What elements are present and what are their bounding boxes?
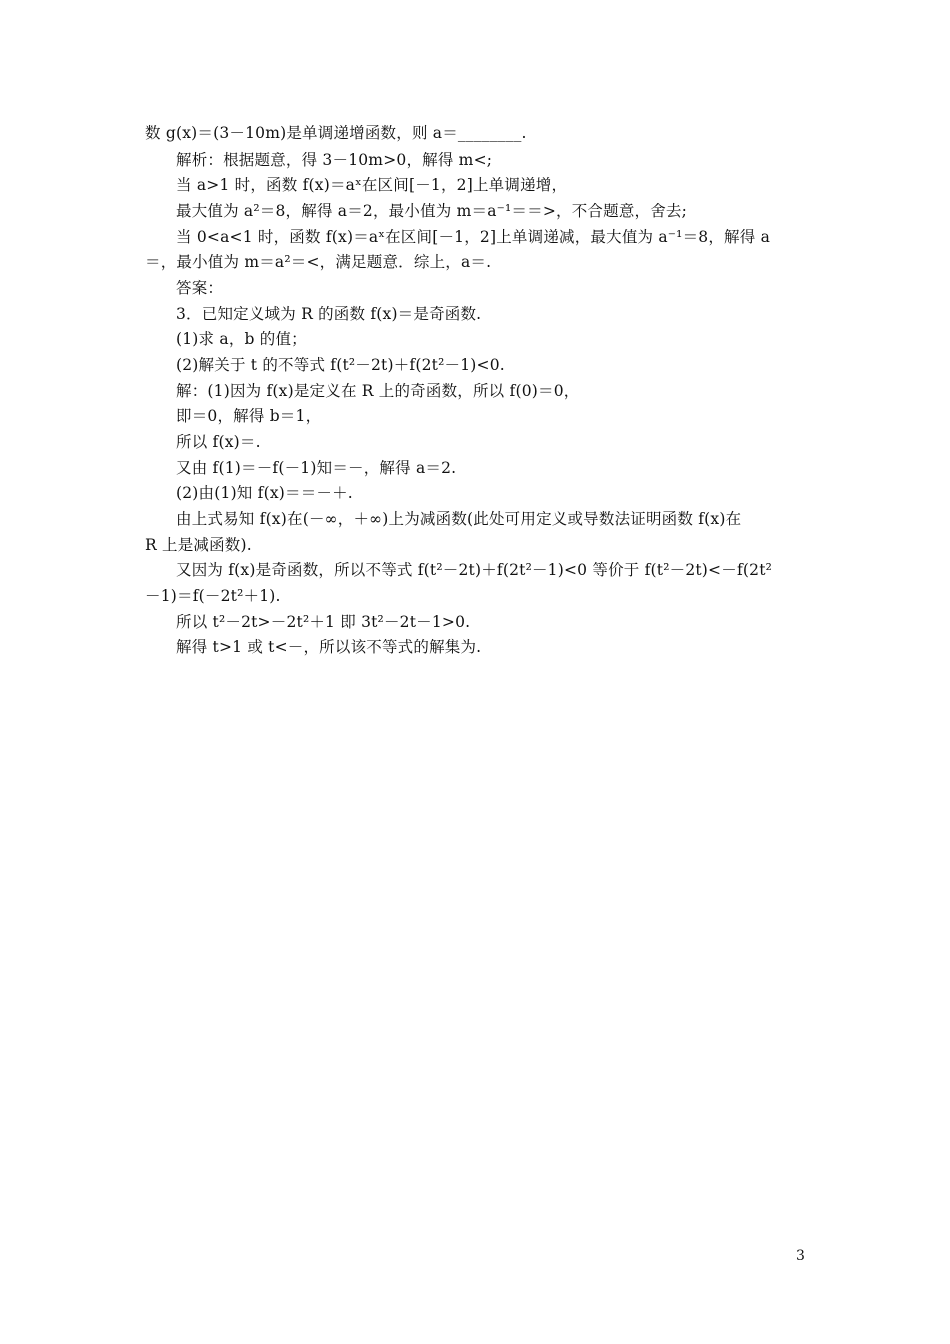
text-line: －1)＝f(－2t²＋1).: [145, 587, 281, 605]
text-line: 解析：根据题意，得 3－10m>0，解得 m<;: [176, 151, 493, 169]
text-line: 所以 f(x)＝.: [176, 433, 261, 451]
text-line: 所以 t²－2t>－2t²＋1 即 3t²－2t－1>0.: [176, 613, 471, 631]
text-line: 由上式易知 f(x)在(－∞，＋∞)上为减函数(此处可用定义或导数法证明函数 f(x)在: [176, 510, 742, 528]
text-line: R 上是减函数).: [145, 536, 252, 554]
text-line: 最大值为 a²＝8，解得 a＝2，最小值为 m＝a⁻¹＝＝>，不合题意，舍去;: [176, 202, 688, 220]
text-line: 解得 t>1 或 t<－，所以该不等式的解集为.: [176, 638, 482, 656]
text-line: 3．已知定义域为 R 的函数 f(x)＝是奇函数.: [176, 305, 482, 323]
text-line: 又因为 f(x)是奇函数，所以不等式 f(t²－2t)＋f(2t²－1)<0 等价于 f(t²－2t)<－f(2t²: [176, 561, 773, 579]
text-line: 又由 f(1)＝－f(－1)知＝－，解得 a＝2.: [176, 459, 457, 477]
text-line: (2)由(1)知 f(x)＝＝－＋.: [176, 484, 353, 502]
text-line: 解：(1)因为 f(x)是定义在 R 上的奇函数，所以 f(0)＝0，: [176, 382, 580, 400]
text-line: (1)求 a，b 的值；: [176, 330, 307, 348]
text-line: 即＝0，解得 b＝1，: [176, 407, 322, 425]
text-line: 数 g(x)＝(3－10m)是单调递增函数，则 a＝________.: [145, 124, 527, 142]
page-number: 3: [796, 1248, 805, 1264]
text-line: (2)解关于 t 的不等式 f(t²－2t)＋f(2t²－1)<0.: [176, 356, 505, 374]
text-line: 当 a>1 时，函数 f(x)＝aˣ在区间[－1，2]上单调递增，: [176, 176, 568, 194]
text-line: 当 0<a<1 时，函数 f(x)＝aˣ在区间[－1，2]上单调递减，最大值为 a⁻¹＝8，解得 a: [176, 228, 771, 246]
text-line: ＝，最小值为 m＝a²＝<，满足题意．综上，a＝.: [145, 253, 492, 271]
text-line: 答案：: [176, 279, 224, 297]
